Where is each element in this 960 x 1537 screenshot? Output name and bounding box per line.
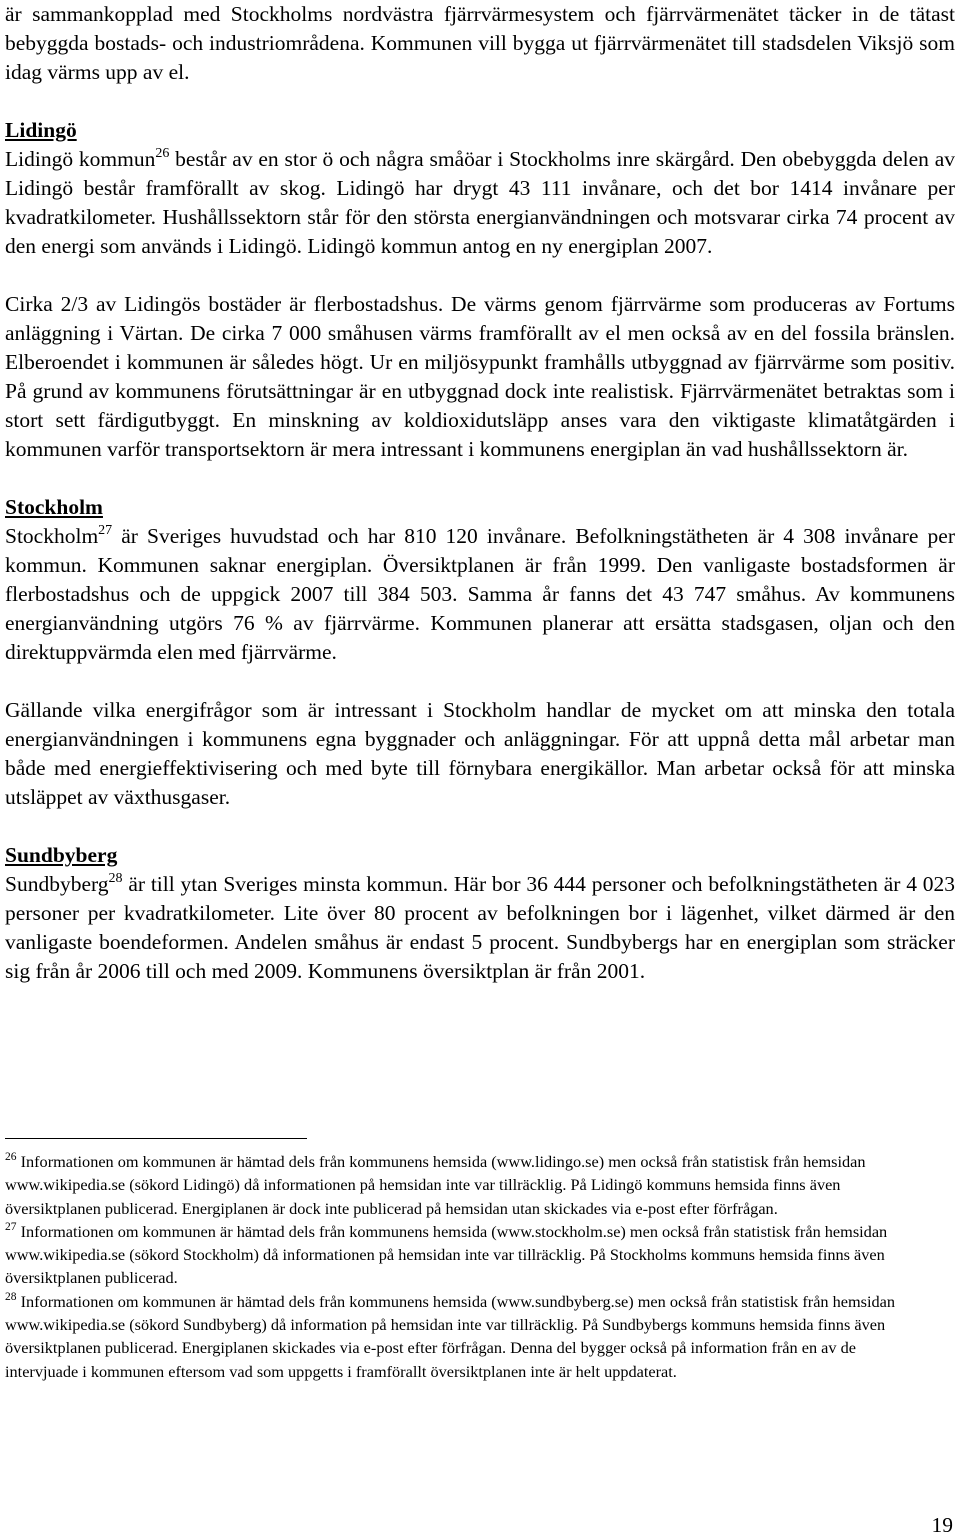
intro-paragraph: är sammankopplad med Stockholms nordvästra fjärrvärmesystem och fjärrvärmenätet täcker in de tätast bebyggda bostads- och industriområdena. Kommunen vill bygga ut fjärrvärmenätet till stadsdelen Viksjö som idag värms upp av el.	[5, 2, 955, 84]
section-stockholm	[5, 493, 955, 812]
footnote-number: 28	[5, 1290, 17, 1303]
lidingo-lead: Lidingö kommun	[5, 147, 156, 171]
footnote-26	[5, 1150, 925, 1220]
stockholm-paragraph-1-text: är Sveriges huvudstad och har 810 120 invånare. Befolkningstätheten är 4 308 invånare per kommun. Kommunen saknar energiplan. Översiktplanen är från 1999. Den vanligaste bostadsformen är flerbostadshus och de uppgick 2007 till 384 503. Samma år fanns det 43 747 småhus. Av kommunens energianvändning utgörs 76 % av fjärrvärme. Kommunen planerar att ersätta stadsgasen, oljan och den direktuppvärmda elen med fjärrvärme.	[5, 524, 955, 664]
footnote-text: Informationen om kommunen är hämtad dels från kommunens hemsida (www.stockholm.se) men också från statistisk från hemsidan www.wikipedia.se (sökord Stockholm) då informationen på hemsidan inte var tillräcklig. På Stockholms kommuns hemsida finns även översiktplanen publicerad.	[5, 1221, 888, 1288]
spacer	[5, 464, 955, 493]
lidingo-paragraph-1-text: består av en stor ö och några småöar i Stockholms inre skärgård. Den obebyggda delen av Lidingö består framförallt av skog. Lidingö har drygt 43 111 invånare, och det bor 1414 invånare per kvadratkilometer. Hushållssektorn står för den största energianvändningen och motsvarar cirka 74 procent av den energi som används i Lidingö. Lidingö kommun antog en ny energiplan 2007.	[5, 147, 956, 258]
section-heading-stockholm: Stockholm	[5, 495, 103, 519]
sundbyberg-paragraph-1-text: är till ytan Sveriges minsta kommun. Här bor 36 444 personer och befolkningstätheten är 4 023 personer per kvadratkilometer. Lite över 80 procent av befolkningen bor i lägenhet, vilket därmed är den vanligaste boendeformen. Andelen småhus är endast 5 procent. Sundbybergs har en energiplan som sträcker sig från år 2006 till och med 2009. Kommunens översiktplan är från 2001.	[5, 872, 955, 983]
section-heading-sundbyberg: Sundbyberg	[5, 843, 118, 867]
spacer	[5, 261, 955, 290]
spacer	[5, 812, 955, 841]
footnote-number: 27	[5, 1220, 17, 1233]
section-lidingo	[5, 116, 955, 464]
spacer	[5, 667, 955, 696]
footnote-28	[5, 1290, 925, 1383]
spacer	[5, 87, 955, 116]
footnote-text: Informationen om kommunen är hämtad dels från kommunens hemsida (www.lidingo.se) men också från statistisk från hemsidan www.wikipedia.se (sökord Lidingö) då informationen på hemsidan inte var tillräcklig. På Lidingö kommuns hemsida finns även översiktplanen publicerad. Energiplanen är dock inte publicerad på hemsidan utan skickades via e-post efter förfrågan.	[5, 1152, 866, 1218]
document-page	[5, 0, 955, 986]
stockholm-lead: Stockholm	[5, 524, 99, 548]
footnote-ref-28: 28	[108, 871, 123, 886]
sundbyberg-paragraph-1	[5, 870, 955, 986]
footnote-ref-26: 26	[155, 146, 170, 161]
lidingo-paragraph-1	[5, 145, 955, 261]
footnotes	[5, 1150, 925, 1383]
footnote-text: Informationen om kommunen är hämtad dels från kommunens hemsida (www.sundbyberg.se) men också från statistisk från hemsidan www.wikipedia.se (sökord Sundbyberg) då information på hemsidan inte var tillräcklig. På Sundbybergs kommuns hemsida finns även översiktplanen publicerad. Energiplanen skickades via e-post efter förfrågan. Denna del bygger också på information från en av de intervjuade i kommunen eftersom vad som uppgetts i framförallt översiktplanen inte är helt uppdaterat.	[5, 1291, 896, 1381]
section-heading-lidingo: Lidingö	[5, 118, 77, 142]
footnote-separator	[5, 1138, 307, 1139]
footnote-ref-27: 27	[98, 523, 113, 538]
page-number: 19	[931, 1513, 953, 1537]
stockholm-paragraph-1	[5, 522, 955, 667]
stockholm-paragraph-2: Gällande vilka energifrågor som är intressant i Stockholm handlar de mycket om att minska den totala energianvändningen i kommunens egna byggnader och anläggningar. För att uppnå detta mål arbetar man både med energieffektivisering och med byte till förnybara energikällor. Man arbetar också för att minska utsläppet av växthusgaser.	[5, 698, 955, 809]
footnote-27	[5, 1220, 925, 1290]
footnote-number: 26	[5, 1151, 17, 1163]
sundbyberg-lead: Sundbyberg	[5, 872, 109, 896]
section-sundbyberg	[5, 841, 955, 986]
lidingo-paragraph-2: Cirka 2/3 av Lidingös bostäder är flerbostadshus. De värms genom fjärrvärme som produceras av Fortums anläggning i Värtan. De cirka 7 000 småhusen värms framförallt av el men också av en del fossila bränslen. Elberoendet i kommunen är således högt. Ur en miljösypunkt framhålls utbyggnad av fjärrvärme som positiv. På grund av kommunens förutsättningar är en utbyggnad dock inte realistisk. Fjärrvärmenätet betraktas som i stort sett färdigutbyggt. En minskning av koldioxidutsläpp anses vara den viktigaste klimatåtgärden i kommunen varför transportsektorn är mera intressant i kommunens energiplan än vad hushållssektorn är.	[5, 292, 955, 461]
